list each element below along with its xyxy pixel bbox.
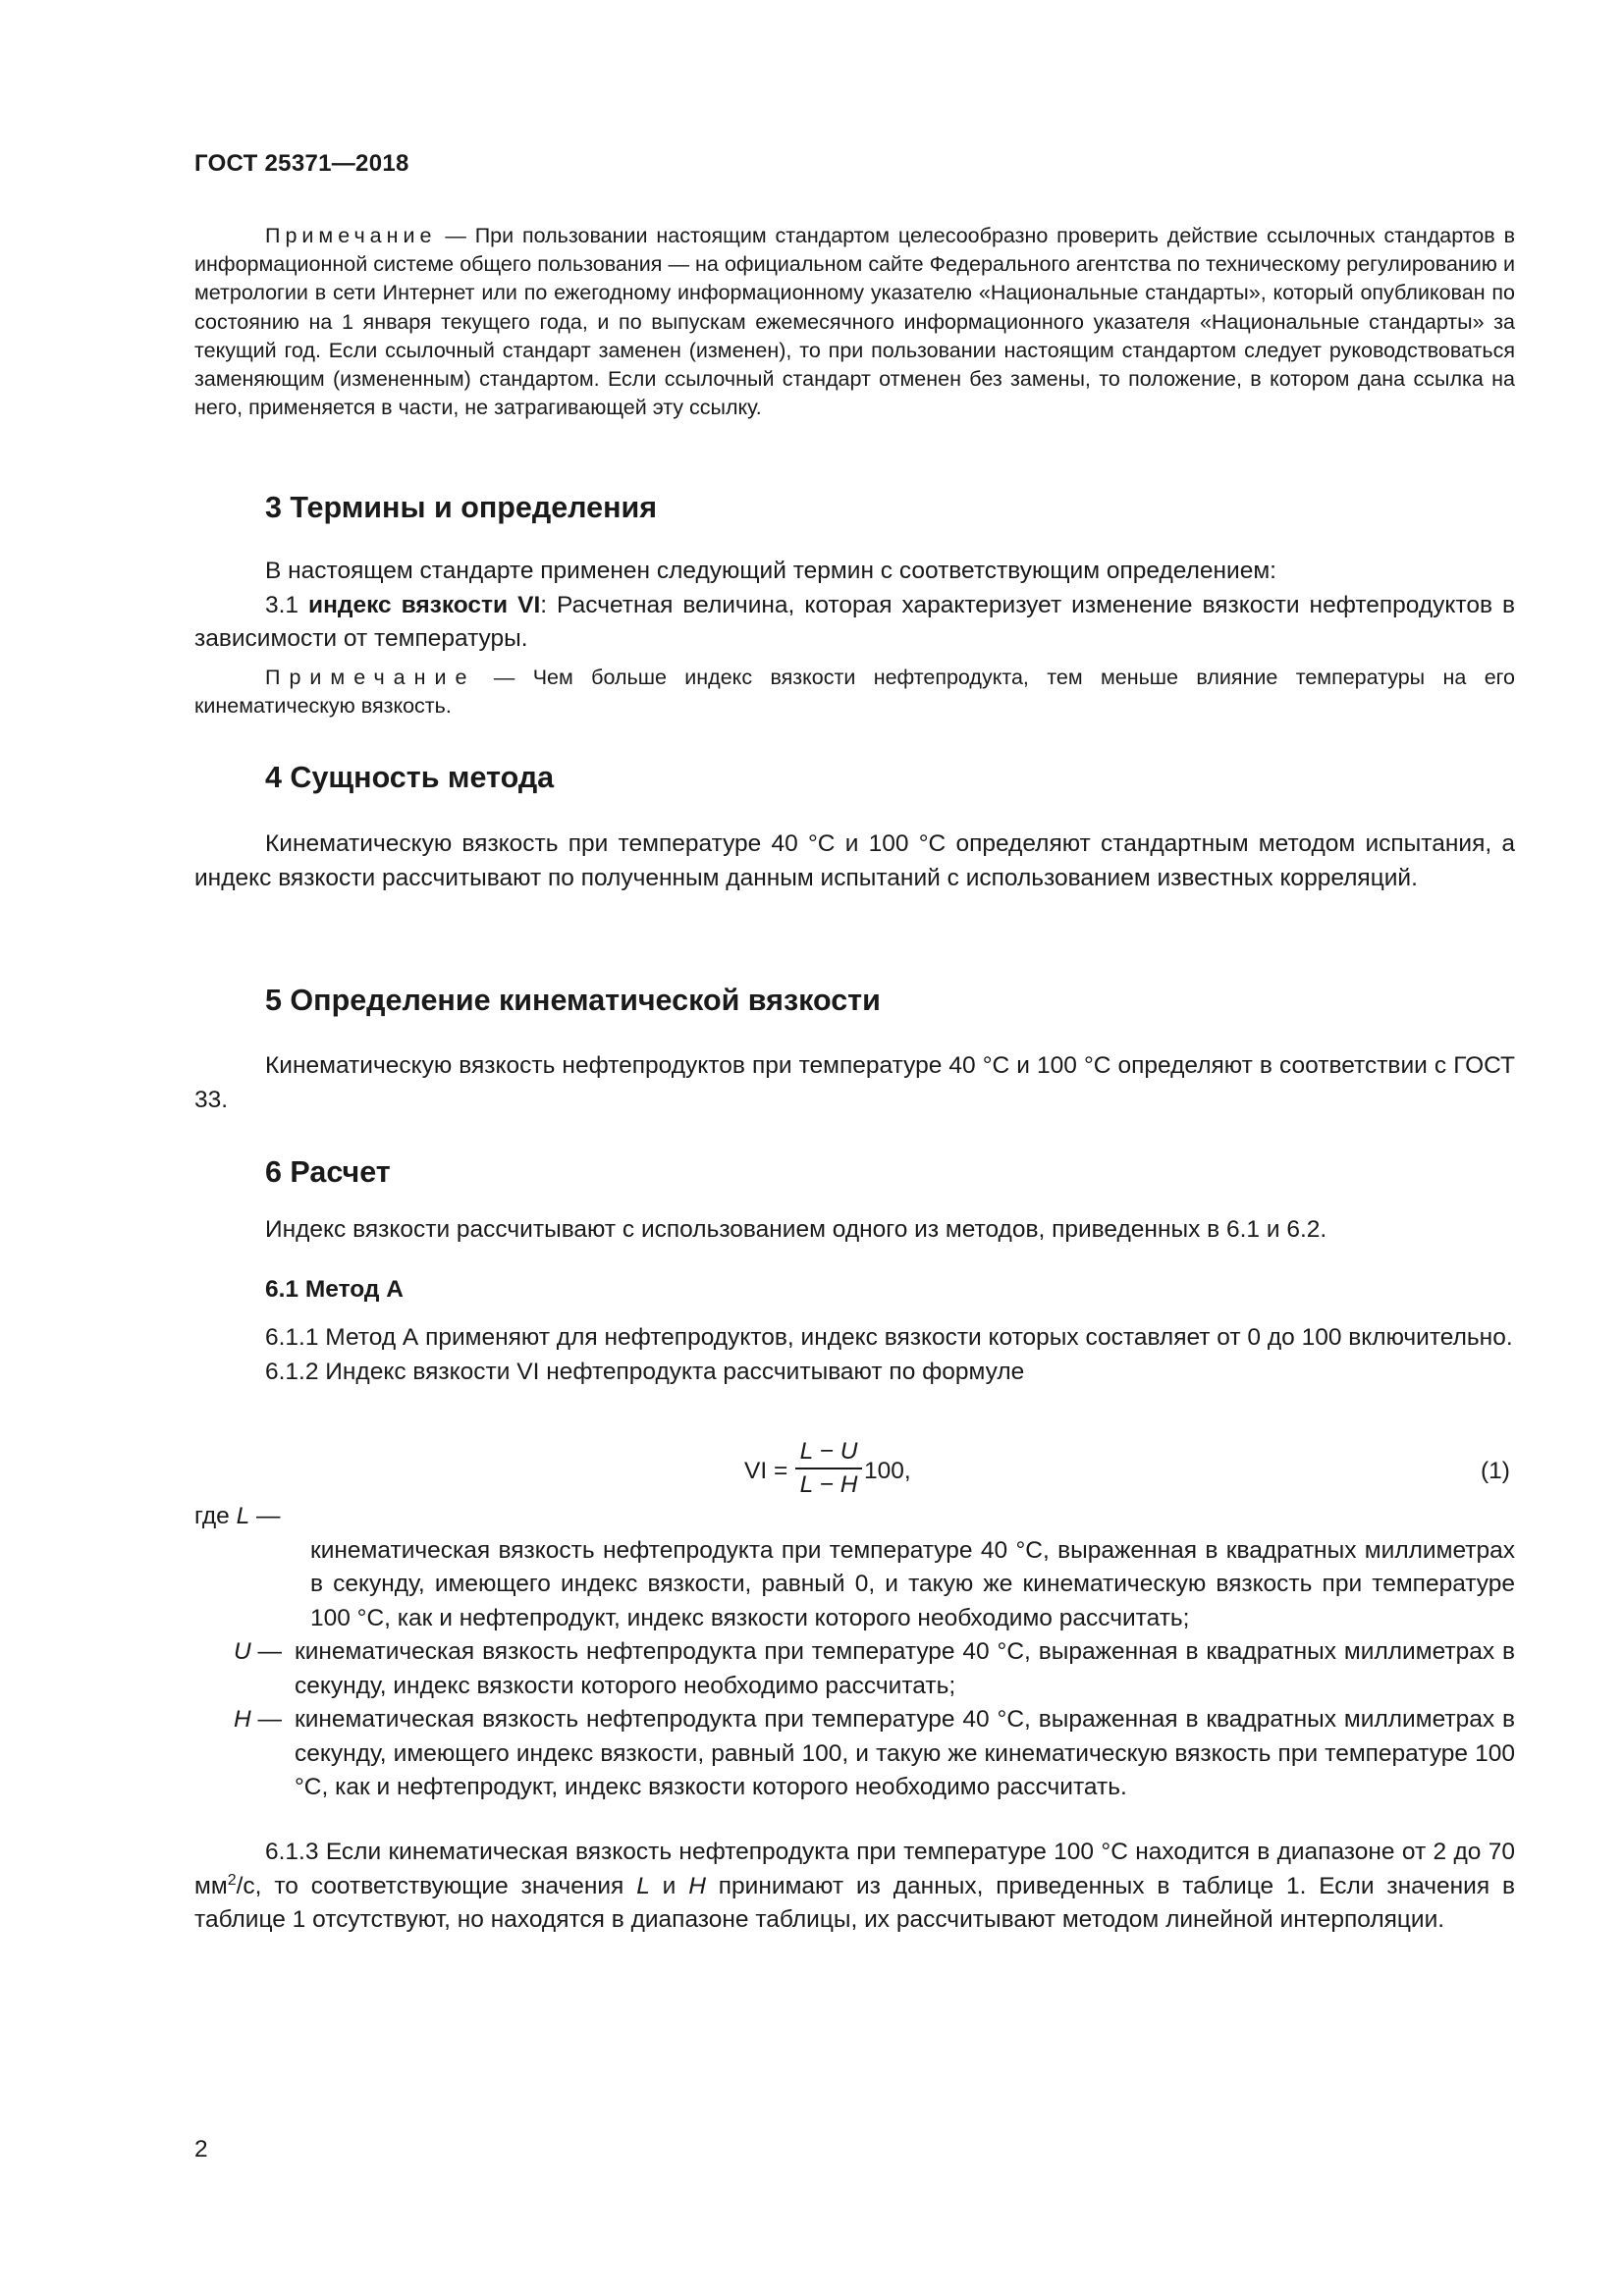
section-3-body [194,555,1515,657]
paragraph-6-1-2: 6.1.2 Индекс вязкости VI нефтепродукта рассчитывают по формуле [265,1358,1025,1385]
term-note-label: Примечание [265,666,476,689]
where-list [194,1500,1515,1805]
section-4-body [194,828,1515,895]
formula-numerator: L − U [799,1438,858,1465]
note-label: Примечание [265,224,437,247]
subsection-6-1-body [194,1321,1515,1389]
section-4-text: Кинематическую вязкость при температуре 40 °C и 100 °C определяют стандартным методом испытания, а индекс вязкости рассчитывают по полученным данным испытаний с использованием известных корреляций. [194,830,1515,891]
where-text-h: кинематическая вязкость нефтепродукта при температуре 40 °C, выраженная в квадратных миллиметрах в секунду, имеющего индекс вязкости, равный 100, и такую же кинематическую вязкость при температуре 100 °C, как и нефтепродукт, индекс вязкости которого необходимо рассчитать. [295,1706,1515,1800]
subsection-6-1-title: 6.1 Метод А [265,1276,404,1303]
term-definition [194,589,1515,657]
document-header: ГОСТ 25371—2018 [194,150,409,177]
where-text-u: кинематическая вязкость нефтепродукта при температуре 40 °C, выраженная в квадратных миллиметрах в секунду, индекс вязкости которого необходимо рассчитать; [295,1638,1515,1699]
term-number: 3.1 [265,591,309,618]
formula-fraction [795,1436,862,1501]
formula-multiplier: 100, [864,1458,911,1484]
section-3-title: 3 Термины и определения [265,491,658,524]
formula-denominator: L − H [799,1471,858,1498]
section-6-body [194,1213,1515,1248]
where-item-l [194,1500,1515,1635]
paragraph-6-1-3: 6.1.3 Если кинематическая вязкость нефтепродукта при температуре 100 °C находится в диапазоне от 2 до 70 $мм^2/с$, то соответствующие значения L и H принимают из данных, приведенных в таблице 1. Если значения в таблице 1 отсутствуют, но находятся в диапазоне таблицы, их рассчитывают методом линейной интерполяции. [194,1839,1515,1933]
where-label-l: где L — [194,1503,281,1529]
where-text-l: кинематическая вязкость нефтепродукта при температуре 40 °C, выраженная в квадратных миллиметрах в секунду, имеющего индекс вязкости, равный 0, и такую же кинематическую вязкость при температуре 100 °C, как и нефтепродукт, индекс вязкости которого необходимо рассчитать; [310,1536,1515,1631]
section-4-title: 4 Сущность метода [265,761,555,794]
where-item-h [194,1703,1515,1805]
section-6-title: 6 Расчет [265,1155,391,1189]
reference-note [194,222,1515,422]
term-name: индекс вязкости VI [308,591,541,618]
where-item-u [194,1635,1515,1703]
term-note-text: — Чем больше индекс вязкости нефтепродукта, тем меньше влияние температуры на его кинематическую вязкость. [194,666,1515,719]
section-6-text: Индекс вязкости рассчитывают с использованием одного из методов, приведенных в 6.1 и 6.2. [265,1216,1327,1243]
section-5-body [194,1049,1515,1117]
page-number: 2 [194,2136,208,2163]
formula-number: (1) [1481,1458,1510,1484]
where-label-h: H — [234,1706,283,1733]
section-3-intro: В настоящем стандарте применен следующий термин с соответствующим определением: [265,558,1276,584]
note-text: — При пользовании настоящим стандартом целесообразно проверить действие ссылочных стандартов в информационной системе общего пользования — на официальном сайте Федерального агентства по техническому регулированию и метрологии в сети Интернет или по ежегодному информационному указателю «Национальные стандарты», который опубликован по состоянию на 1 января текущего года, и по выпускам ежемесячного информационного указателя «Национальные стандарты» за текущий год. Если ссылочный стандарт заменен (изменен), то при пользовании настоящим стандартом следует руководствоваться заменяющим (измененным) стандартом. Если ссылочный стандарт отменен без замены, то положение, в котором дана ссылка на него, применяется в части, не затрагивающей эту ссылку. [194,224,1515,420]
section-5-title: 5 Определение кинематической вязкости [265,984,881,1017]
paragraph-6-1-1: 6.1.1 Метод А применяют для нефтепродуктов, индекс вязкости которых составляет от 0 до 100 включительно. [265,1324,1513,1351]
term-note [194,664,1515,721]
formula-lhs: VI = [744,1458,788,1484]
term-definition-text: : Расчетная величина, которая характеризует изменение вязкости нефтепродуктов в зависимости от температуры. [194,591,1516,652]
where-label-u: U — [234,1638,283,1665]
section-5-text: Кинематическую вязкость нефтепродуктов при температуре 40 °C и 100 °C определяют в соответствии с ГОСТ 33. [194,1052,1515,1113]
